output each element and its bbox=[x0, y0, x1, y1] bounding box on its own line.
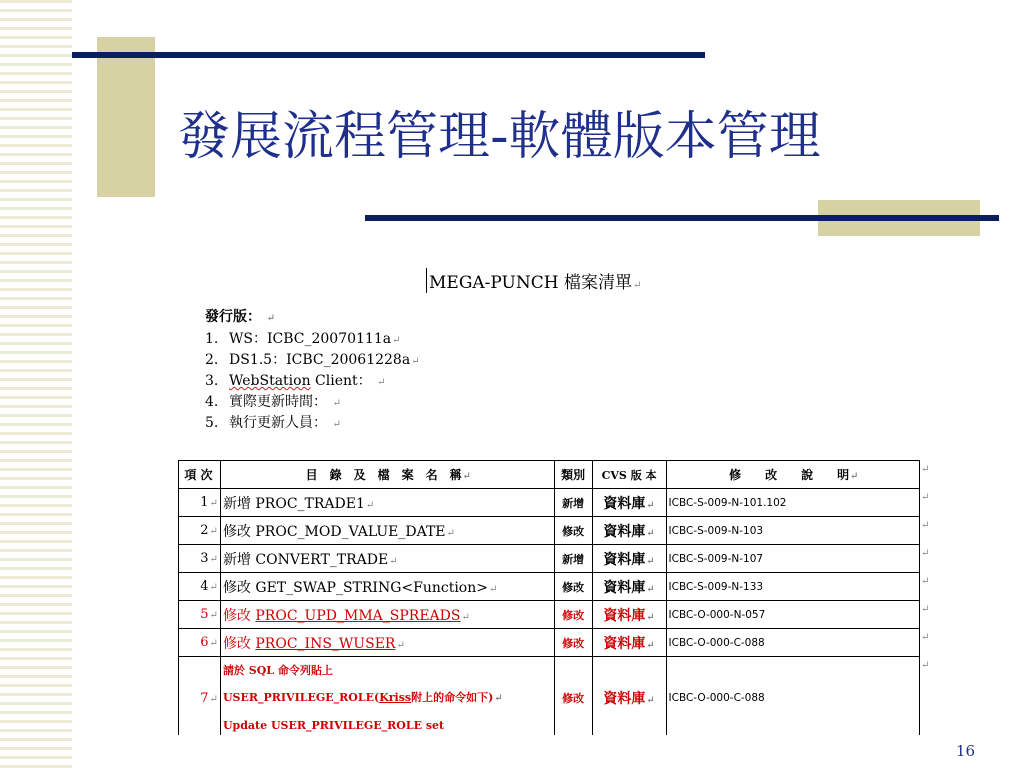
table-row bbox=[179, 517, 940, 545]
row-type: 修改 bbox=[554, 573, 592, 601]
left-striped-margin bbox=[0, 0, 72, 768]
row-cvs: 資料庫↵ bbox=[592, 517, 666, 545]
row-cvs: 資料庫↵ bbox=[592, 489, 666, 517]
file-list-table-container bbox=[178, 460, 940, 735]
row-index: 2↵ bbox=[179, 517, 221, 545]
row-type: 修改 bbox=[554, 629, 592, 657]
row-index: 4↵ bbox=[179, 573, 221, 601]
row-index: 7↵ bbox=[179, 657, 221, 736]
release-item: 1. WS：ICBC_20070111a↵ bbox=[205, 331, 401, 347]
release-item: 5. 執行更新人員： ↵ bbox=[205, 415, 341, 431]
row-description: ICBC-O-000-N-057 bbox=[666, 601, 919, 629]
row-cvs: 資料庫↵ bbox=[592, 573, 666, 601]
file-list-table bbox=[178, 460, 940, 735]
row-description: ICBC-O-000-C-088 bbox=[666, 657, 919, 736]
paragraph-mark-icon: ↵ bbox=[633, 280, 642, 291]
table-row bbox=[179, 601, 940, 629]
row-description: ICBC-O-000-C-088 bbox=[666, 629, 919, 657]
row-cvs: 資料庫↵ bbox=[592, 601, 666, 629]
row-index: 6↵ bbox=[179, 629, 221, 657]
header-desc: 修 改 說 明↵ bbox=[666, 461, 919, 489]
row-cvs: 資料庫↵ bbox=[592, 545, 666, 573]
title-top-bar bbox=[72, 52, 705, 58]
row-cvs: 資料庫↵ bbox=[592, 629, 666, 657]
row-file-name: 請於 SQL 命令列貼上 USER_PRIVILEGE_ROLE(Kriss附上的命令如下)↵ Update USER_PRIVILEGE_ROLE set bbox=[220, 657, 554, 736]
row-end-mark: ↵ bbox=[921, 491, 930, 503]
row-cvs: 資料庫↵ bbox=[592, 657, 666, 736]
row-index: 1↵ bbox=[179, 489, 221, 517]
slide-title: 發展流程管理-軟體版本管理 bbox=[178, 107, 821, 167]
table-row bbox=[179, 657, 940, 736]
row-end-mark: ↵ bbox=[921, 463, 930, 475]
title-bottom-bar bbox=[365, 215, 999, 221]
release-title: 發行版： ↵ bbox=[205, 309, 276, 325]
row-file-name: 修改 PROC_MOD_VALUE_DATE↵ bbox=[220, 517, 554, 545]
row-type: 新增 bbox=[554, 489, 592, 517]
row-description: ICBC-S-009-N-133 bbox=[666, 573, 919, 601]
title-beige-block bbox=[97, 37, 155, 197]
table-row bbox=[179, 573, 940, 601]
release-item: 4. 實際更新時間： ↵ bbox=[205, 394, 341, 410]
release-info bbox=[205, 306, 420, 433]
row-description: ICBC-S-009-N-101.102 bbox=[666, 489, 919, 517]
row-index: 3↵ bbox=[179, 545, 221, 573]
row-type: 修改 bbox=[554, 657, 592, 736]
paragraph-mark-icon: ↵ bbox=[266, 313, 276, 324]
page-number: 16 bbox=[956, 742, 976, 760]
row-file-name: 修改 PROC_UPD_MMA_SPREADS↵ bbox=[220, 601, 554, 629]
table-header-row bbox=[179, 461, 940, 489]
document-heading: MEGA-PUNCH 檔案清單↵ bbox=[426, 268, 641, 293]
row-description: ICBC-S-009-N-107 bbox=[666, 545, 919, 573]
row-file-name: 新增 CONVERT_TRADE↵ bbox=[220, 545, 554, 573]
header-name: 目 錄 及 檔 案 名 稱↵ bbox=[220, 461, 554, 489]
row-end-mark: ↵ bbox=[921, 659, 930, 671]
header-idx: 項 次 bbox=[179, 461, 221, 489]
spellcheck-word: WebStation bbox=[229, 373, 311, 389]
row-file-name: 新增 PROC_TRADE1↵ bbox=[220, 489, 554, 517]
table-row bbox=[179, 629, 940, 657]
row-end-mark: ↵ bbox=[921, 631, 930, 643]
row-file-name: 修改 GET_SWAP_STRING<Function>↵ bbox=[220, 573, 554, 601]
release-item: 3. WebStation Client： ↵ bbox=[205, 373, 386, 389]
header-cvs: CVS 版 本 bbox=[592, 461, 666, 489]
row-type: 修改 bbox=[554, 517, 592, 545]
release-item: 2. DS1.5：ICBC_20061228a↵ bbox=[205, 352, 420, 368]
row-index: 5↵ bbox=[179, 601, 221, 629]
row-end-mark: ↵ bbox=[921, 547, 930, 559]
row-type: 修改 bbox=[554, 601, 592, 629]
row-type: 新增 bbox=[554, 545, 592, 573]
table-row bbox=[179, 545, 940, 573]
row-end-mark: ↵ bbox=[921, 575, 930, 587]
header-type: 類別 bbox=[554, 461, 592, 489]
row-file-name: 修改 PROC_INS_WUSER↵ bbox=[220, 629, 554, 657]
row-end-mark: ↵ bbox=[921, 603, 930, 615]
table-row bbox=[179, 489, 940, 517]
row-end-mark: ↵ bbox=[921, 519, 930, 531]
row-description: ICBC-S-009-N-103 bbox=[666, 517, 919, 545]
